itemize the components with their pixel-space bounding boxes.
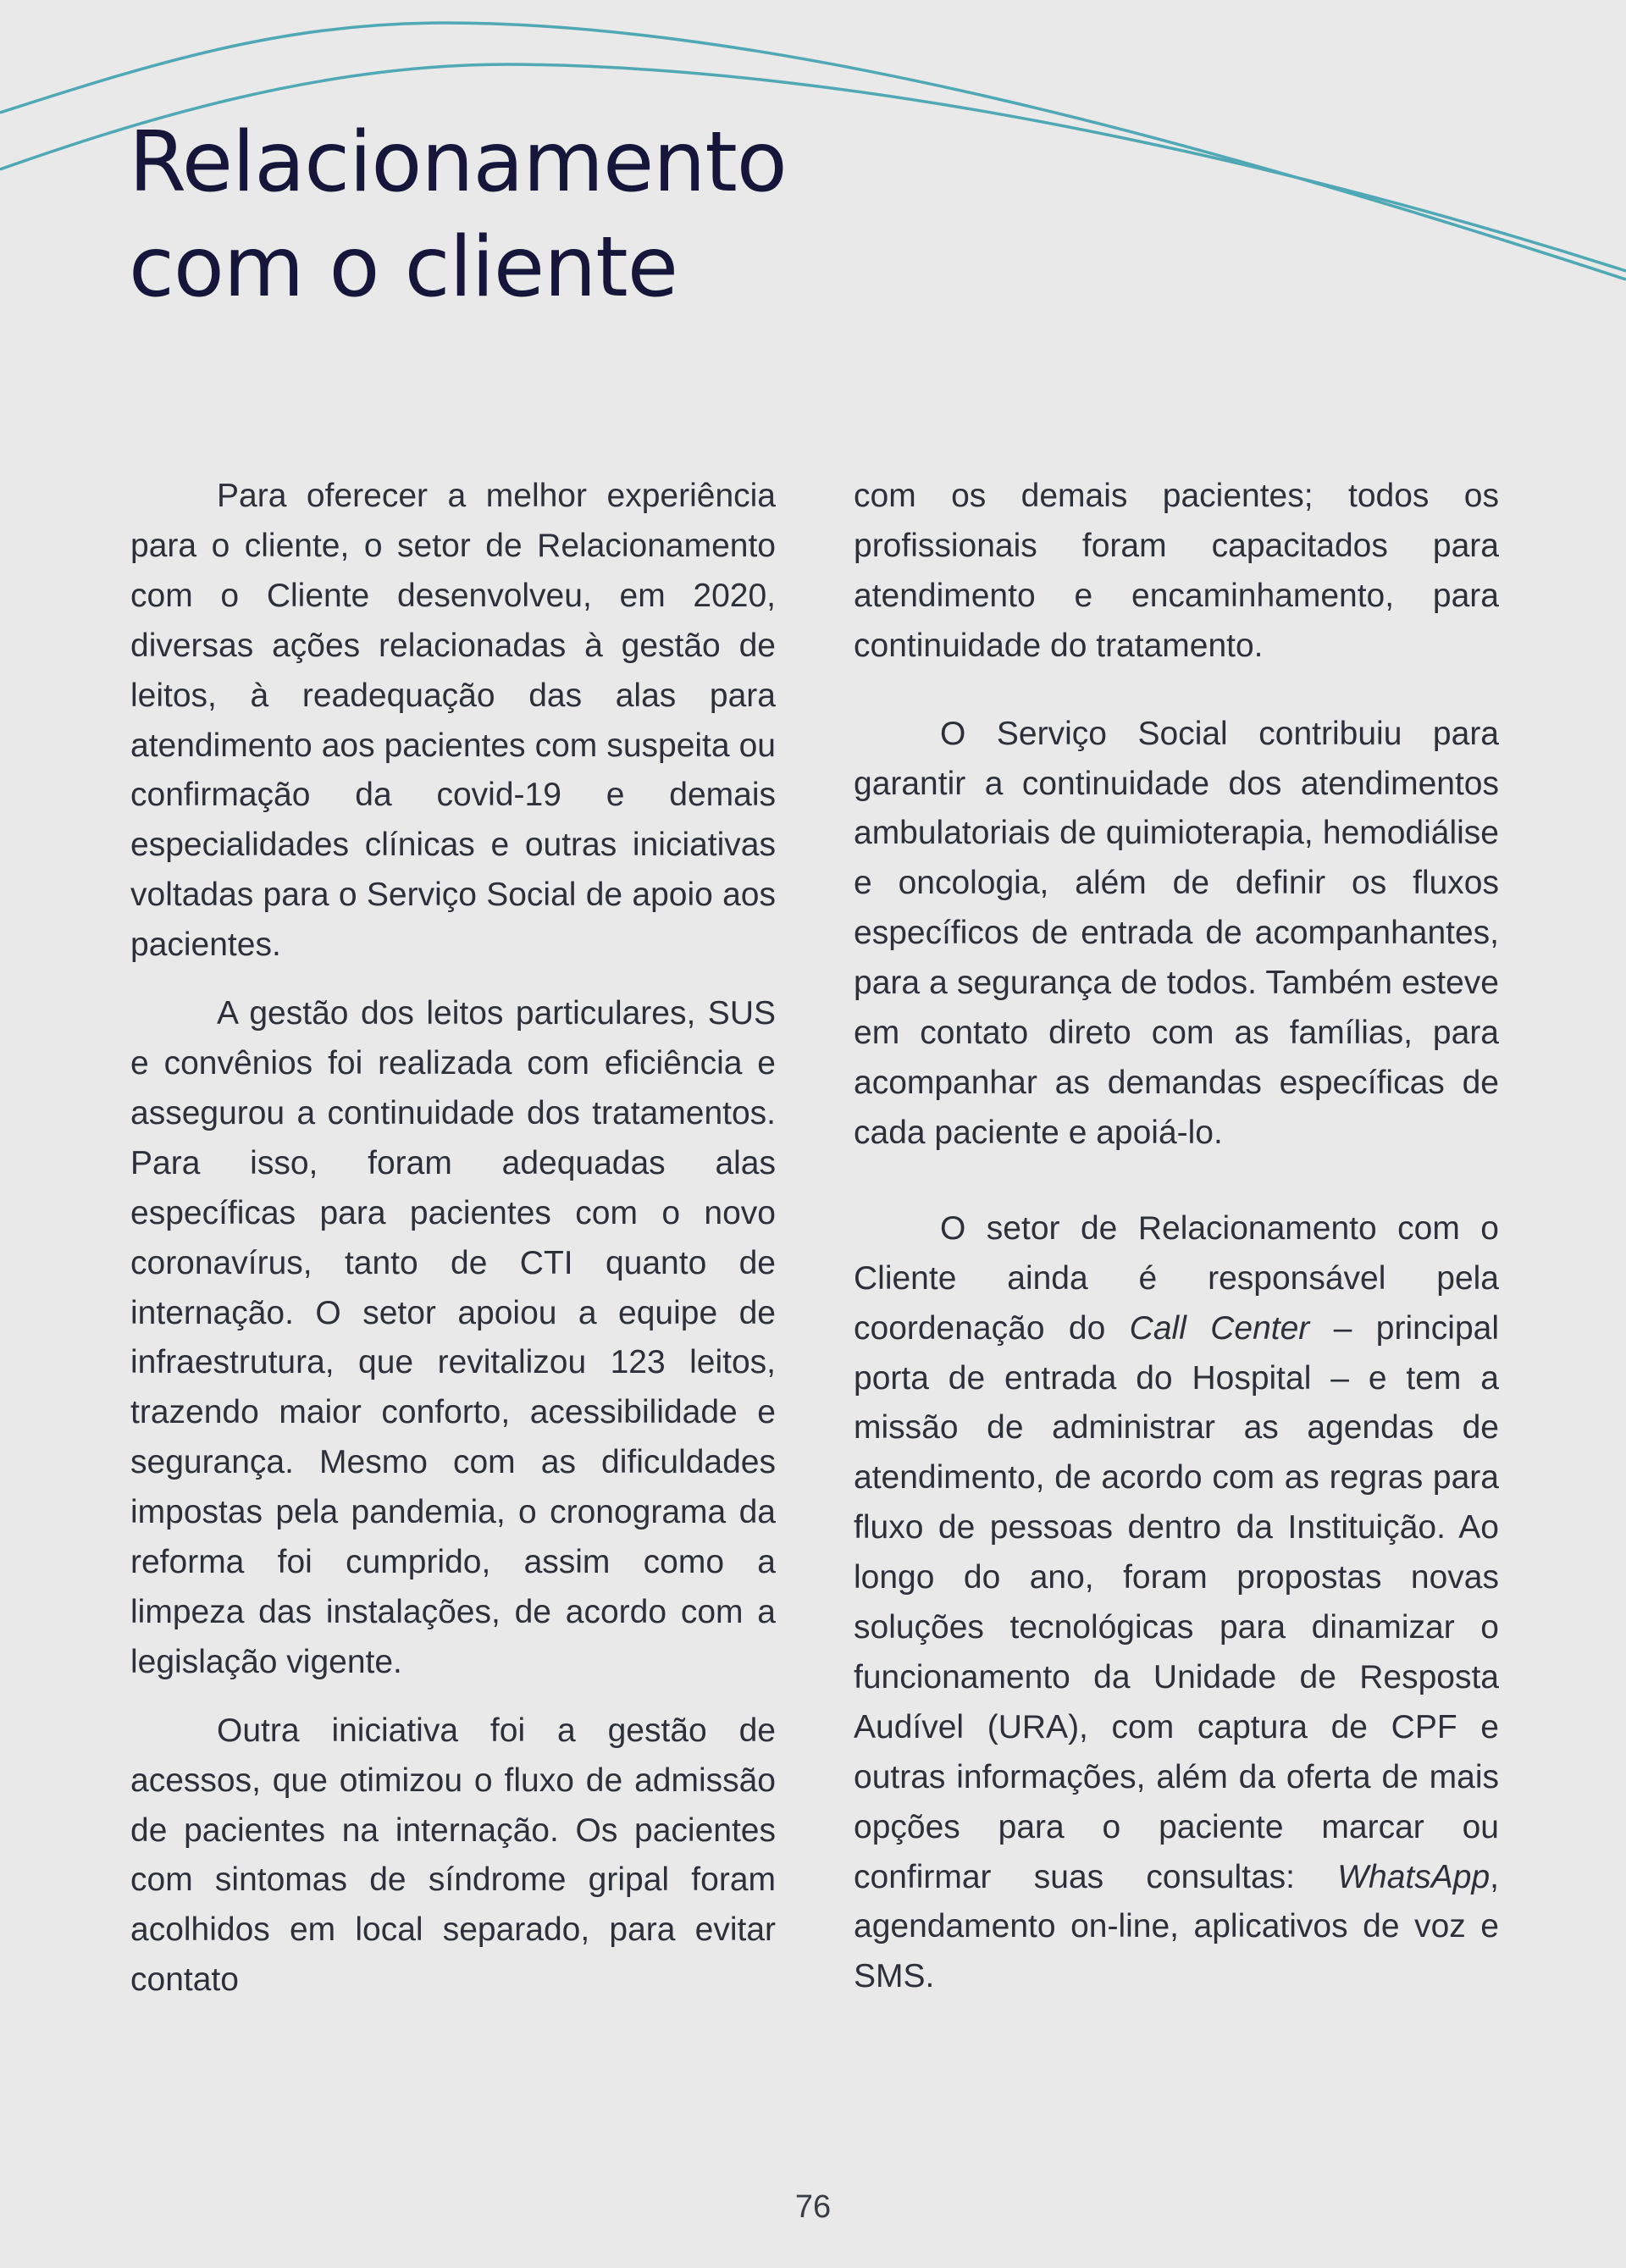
emphasis-call-center: Call Center [1129,1309,1310,1347]
body-paragraph: A gestão dos leitos particulares, SUS e convênios foi realizada com eficiência e assegurou a continuidade dos tratamentos. Para isso, foram adequadas alas específicas para pacientes com o novo coronavírus, tanto de CTI quanto de internação. O setor apoiou a equipe de infraestrutura, que revitalizou 123 leitos, trazendo maior conforto, acessibilidade e segurança. Mesmo com as dificuldades impostas pela pandemia, o cronograma da reforma foi cumprido, assim como a limpeza das instalações, de acordo com a legislação vigente. [130,995,776,1680]
body-paragraph: Para oferecer a melhor experiência para o cliente, o setor de Relacionamento com o Cliente desenvolveu, em 2020, diversas ações relacionadas à gestão de leitos, à readequação das alas para atendimento aos pacientes com suspeita ou confirmação da covid-19 e demais especialidades clínicas e outras iniciativas voltadas para o Serviço Social de apoio aos pacientes. [130,478,776,964]
emphasis-whatsapp: WhatsApp [1337,1858,1490,1895]
page-title-line-2: com o cliente [129,219,678,316]
body-paragraph-continuation: com os demais pacientes; todos os profissionais foram capacitados para atendimento e encaminhamento, para continuidade do tratamento. [854,478,1499,664]
page-title [129,110,787,320]
body-paragraph: Outra iniciativa foi a gestão de acessos, que otimizou o fluxo de admissão de pacientes na internação. Os pacientes com sintomas de síndrome gripal foram acolhidos em local separado, para evitar contato [130,1712,776,1999]
text-run: O setor de Relacionamento com o Cliente ainda é responsável pela coordenação do [854,1209,1499,1347]
left-column [130,472,776,2005]
page-number: 76 [794,2189,832,2225]
page-title-line-1: Relacionamento [129,114,787,211]
text-run: – principal porta de entrada do Hospital – e tem a missão de administrar as agendas de atendimento, de acordo com as regras para fluxo de pessoas dentro da Instituição. Ao longo do ano, foram propostas novas soluções tecnológicas para dinamizar o funcionamento da Unidade de Resposta Audível (URA), com captura de CPF e outras informações, além da oferta de mais opções para o paciente marcar ou confirmar suas consultas: [854,1309,1500,1895]
text-run: , agendamento on-line, aplicativos de voz e SMS. [854,1858,1499,1995]
right-column [854,472,1499,2002]
body-paragraph [854,1204,1499,2003]
body-paragraph: O Serviço Social contribuiu para garantir a continuidade dos atendimentos ambulatoriais de quimioterapia, hemodiálise e oncologia, além de definir os fluxos específicos de entrada de acompanhantes, para a segurança de todos. Também esteve em contato direto com as famílias, para acompanhar as demandas específicas de cada paciente e apoiá-lo. [854,715,1499,1151]
